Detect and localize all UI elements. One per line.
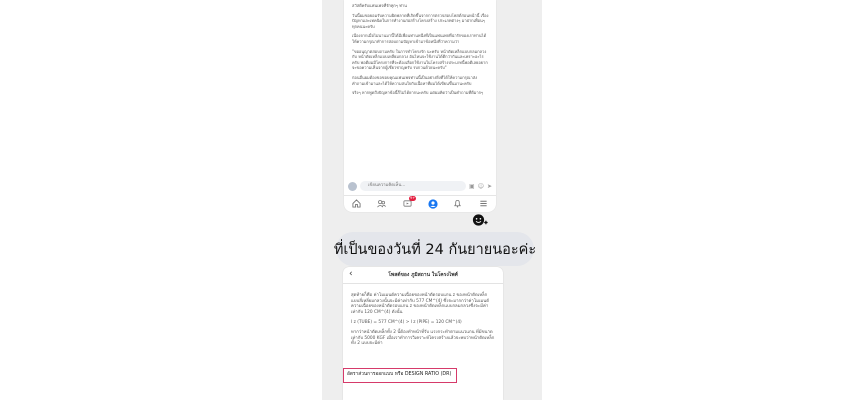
comment-bar xyxy=(348,179,492,193)
add-reaction-button[interactable] xyxy=(472,213,488,227)
shared-screenshot-2[interactable] xyxy=(343,267,503,400)
post-paragraph: หากว่าหน้าตัดเหล็กทั้ง 2 นี้ต้องทำหน้าที่รับ แรงกระทำตามแนวแกน ที่มีขนาดเท่ากับ 5000 KGF เมื่อเราทำการวิเคราะห์โครงสร้างแล้วจะพบว่าหน้าตัดเหล็กทั้ง 2 แบบจะมีค่า xyxy=(351,329,495,347)
post-paragraph: เนื่องจากเมื่อไม่นานมานี้ได้มีเพื่อนท่านหนึ่งที่เป็นแฟนเพจที่น่ารักของเราท่านได้ให้ความกรุณาทำการสอบถามปัญหาเข้ามาข้อหนึ่งที่ว่าความว่า xyxy=(352,33,487,44)
profile-icon[interactable] xyxy=(427,198,439,210)
post-paragraph: ก่อนอื่นผมต้องขอขอบคุณแฟนเพจท่านนี้เป็นอย่างยิ่งที่ได้ให้ความกรุณาส่งคำถามเข้ามาและได้ให้ความสนใจกับเนื้อหาที่ผมได้เขียนขึ้นมานะครับ xyxy=(352,74,478,86)
post-text xyxy=(344,0,496,96)
home-icon[interactable] xyxy=(351,198,363,210)
post-paragraph: "ขออนุญาตสอบถามครับ ในการทำโครงรัก นะครับ หน้าตัดเหล็กแบบกลมกลวง กับ หน้าตัดเหล็กแบบเหลี่ยมกลวง อันไหนจะใช้งานได้ดีกว่ากันและเพราะอะไรครับ พอดีผมมีโครงการที่จะต้องเลือกใช้งานในโครงสร้างประเภทนี้พอดีเลยอยากจะขอความเห็นจากผู้เชี่ยวชาญครับ รบกวนด้วยนะครับ" xyxy=(352,48,488,71)
post-text xyxy=(343,284,503,347)
message-bubble[interactable] xyxy=(333,232,537,266)
back-arrow-icon[interactable]: ‹ xyxy=(349,269,353,279)
gif-icon[interactable]: ▣ xyxy=(469,182,475,190)
bottom-navbar xyxy=(344,195,496,211)
highlight-annotation xyxy=(343,368,457,383)
send-icon[interactable]: ➤ xyxy=(486,182,492,190)
highlighted-text: อัตราส่วนการออกแบบ หรือ DESIGN RATIO (DR) xyxy=(347,372,452,377)
message-text: ที่เป็นของวันที่ 24 กันยายนอะค่ะ xyxy=(333,241,537,258)
post-title: โพสต์ของ ภูมิสถาน ในโครงไพศ์ xyxy=(388,272,458,278)
notifications-icon[interactable] xyxy=(401,195,416,210)
avatar xyxy=(348,182,357,191)
shared-screenshot-1[interactable] xyxy=(344,0,496,212)
smiley-plus-icon xyxy=(472,213,488,227)
menu-icon[interactable] xyxy=(477,198,489,210)
post-paragraph: สุดท้ายก็คือ ค่าโมเมนต์ความเฉื่อยของหน้าตัดรอบแกน z ของหน้าตัดเหล็กแบบสี่เหลี่ยมกลวงนั้นจะมีค่าเท่ากับ 577 CM^(4) ซึ่งจะมากกว่าค่าโมเมนต์ความเฉื่อยของหน้าตัดรอบแกน z ของหน้าตัดเหล็กแบบกลมกลวงซึ่งจะมีค่าเท่ากับ 120 CM^(4) ดังนั้น xyxy=(351,293,490,315)
post-paragraph: สวัสดีครับแฟนเพจที่รักทุกๆ ท่าน xyxy=(352,3,407,8)
notification-badge: 9+ xyxy=(410,195,416,200)
post-paragraph: I z (TUBE) = 577 CM^(4) > I z (PIPE) = 120 CM^(4) xyxy=(351,319,462,325)
post-header xyxy=(343,267,503,284)
friends-icon[interactable] xyxy=(376,198,388,210)
post-paragraph: จริงๆ หากพูดถึงปัญหาข้อนี้ก็ไม่ได้ยากนะครับ แต่ผมคิดว่าเป็นคำถามที่ดีมากๆ xyxy=(352,90,484,96)
bell-icon[interactable] xyxy=(452,198,464,210)
emoji-icon[interactable]: ☺ xyxy=(477,182,484,190)
comment-input[interactable]: เขียนความคิดเห็น... xyxy=(360,181,466,191)
post-paragraph: วันนี้ผมขอยอมรับความผิดพลาดที่เกิดขึ้นจากการตรวจสอบโพสต์ก่อนหน้านี้ เรื่อง ปัญหาและเทคนิคในการทำงานก่อสร้างโครงสร้าง ประเภทต่างๆ มาฝากเพื่อนๆ ทุกคนนะครับ xyxy=(352,12,489,29)
